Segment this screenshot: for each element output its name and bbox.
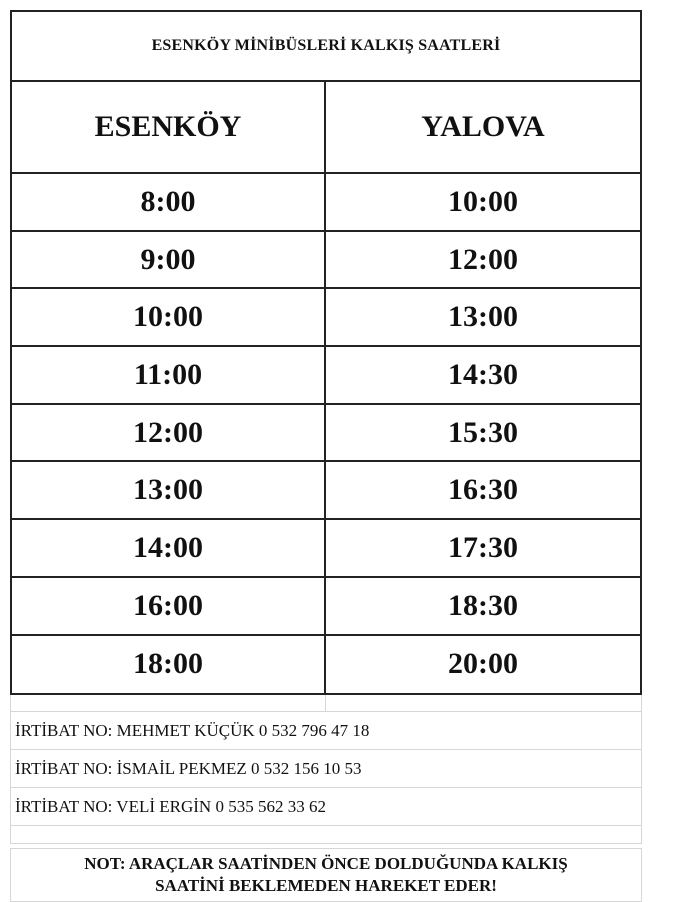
page-title: ESENKÖY MİNİBÜSLERİ KALKIŞ SAATLERİ	[12, 12, 640, 82]
yalova-departure: 16:30	[448, 473, 518, 507]
table-row	[12, 462, 640, 520]
table-row	[12, 174, 640, 232]
esenkoy-departure: 10:00	[12, 289, 326, 345]
yalova-departure: 13:00	[448, 300, 518, 334]
table-header-row	[12, 82, 640, 174]
esenkoy-departure: 9:00	[12, 232, 326, 288]
note-line-2: SAATİNİ BEKLEMEDEN HAREKET EDER!	[155, 876, 497, 896]
table-row	[12, 636, 640, 694]
contact-line: İRTİBAT NO: İSMAİL PEKMEZ 0 532 156 10 53	[10, 750, 642, 788]
yalova-departure: 20:00	[448, 647, 518, 681]
esenkoy-departure: 14:00	[12, 520, 326, 576]
schedule-table	[10, 10, 642, 695]
column-header-yalova: YALOVA	[421, 110, 545, 143]
note-line-1: NOT: ARAÇLAR SAATİNDEN ÖNCE DOLDUĞUNDA KALKIŞ	[84, 854, 568, 874]
yalova-departure: 18:30	[448, 588, 518, 622]
table-row	[12, 578, 640, 636]
contact-line: İRTİBAT NO: VELİ ERGİN 0 535 562 33 62	[10, 788, 642, 826]
table-row	[12, 347, 640, 405]
esenkoy-departure: 8:00	[12, 174, 326, 230]
table-row	[12, 520, 640, 578]
yalova-departure: 12:00	[448, 242, 518, 276]
note-box	[10, 848, 642, 902]
table-row	[12, 232, 640, 290]
esenkoy-departure: 13:00	[12, 462, 326, 518]
esenkoy-departure: 12:00	[12, 405, 326, 461]
esenkoy-departure: 11:00	[12, 347, 326, 403]
divider	[10, 826, 642, 844]
yalova-departure: 15:30	[448, 415, 518, 449]
table-row	[12, 289, 640, 347]
yalova-departure: 17:30	[448, 530, 518, 564]
yalova-departure: 10:00	[448, 184, 518, 218]
column-header-esenkoy: ESENKÖY	[12, 82, 326, 172]
esenkoy-departure: 18:00	[12, 636, 326, 694]
contact-line: İRTİBAT NO: MEHMET KÜÇÜK 0 532 796 47 18	[10, 712, 642, 750]
yalova-departure: 14:30	[448, 357, 518, 391]
esenkoy-departure: 16:00	[12, 578, 326, 634]
schedule-sheet	[10, 10, 642, 902]
table-row	[12, 405, 640, 463]
divider	[10, 695, 642, 712]
